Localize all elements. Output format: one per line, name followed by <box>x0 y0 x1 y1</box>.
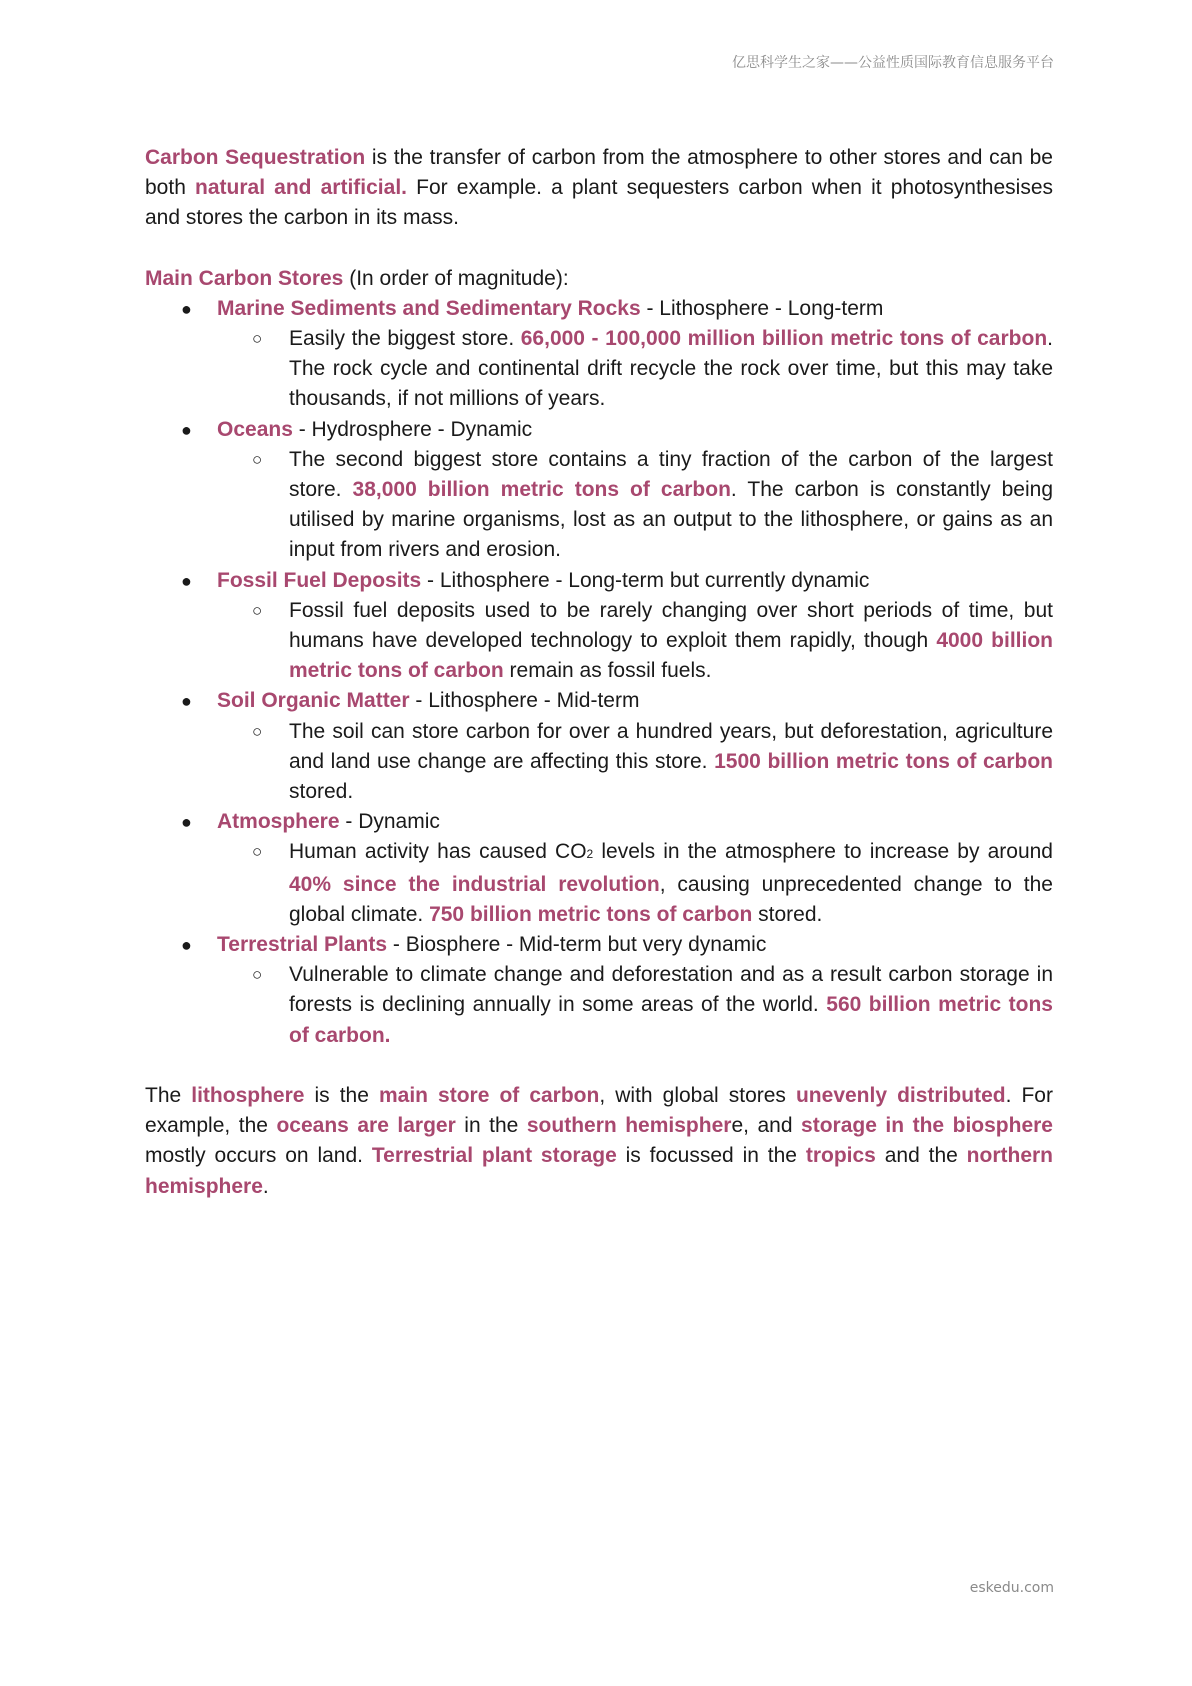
bullet-icon: ● <box>181 419 192 440</box>
bullet-icon: ● <box>181 691 192 712</box>
hollow-bullet-icon: ○ <box>252 842 263 862</box>
list-item: ● Oceans - Hydrosphere - Dynamic ○ The second biggest store contains a tiny fraction of the carbon of the largest store. 38,000 billion metric tons of carbon. The carbon is constantly being utilised by marine organisms, lost as an output to the lithosphere, or gains as an input from rivers and erosion. <box>145 415 1053 566</box>
hollow-bullet-icon: ○ <box>252 329 263 349</box>
list-item: ○ Vulnerable to climate change and deforestation and as a result carbon storage in forests is declining annually in some areas of the world. 560 billion metric tons of carbon. <box>217 960 1053 1051</box>
hollow-bullet-icon: ○ <box>252 449 263 469</box>
list-item: ○ Fossil fuel deposits used to be rarely changing over short periods of time, but humans have developed technology to exploit them rapidly, though 4000 billion metric tons of carbon remain as fossil fuels. <box>217 596 1053 687</box>
list-item: ● Marine Sediments and Sedimentary Rocks - Lithosphere - Long-term ○ Easily the biggest store. 66,000 - 100,000 million billion metric tons of carbon. The rock cycle and continental drift recycle the rock over time, but this may take thousands, if not millions of years. <box>145 294 1053 415</box>
list-item: ● Fossil Fuel Deposits - Lithosphere - Long-term but currently dynamic ○ Fossil fuel deposits used to be rarely changing over short periods of time, but humans have developed technology to exploit them rapidly, though 4000 billion metric tons of carbon remain as fossil fuels. <box>145 566 1053 687</box>
conclusion-paragraph: The lithosphere is the main store of carbon, with global stores unevenly distributed. For example, the oceans are larger in the southern hemisphere, and storage in the biosphere mostly occurs on land. Terrestrial plant storage is focussed in the tropics and the northern hemisphere. <box>145 1083 1053 1198</box>
hollow-bullet-icon: ○ <box>252 600 263 620</box>
list-item: ● Terrestrial Plants - Biosphere - Mid-term but very dynamic ○ Vulnerable to climate change and deforestation and as a result carbon storage in forests is declining annually in some areas of the world. 560 billion metric tons of carbon. <box>145 930 1053 1051</box>
page-header: 亿思科学生之家——公益性质国际教育信息服务平台 <box>732 55 1054 71</box>
stores-heading: Main Carbon Stores (In order of magnitude): <box>145 266 569 290</box>
stores-list <box>145 294 1053 1051</box>
document-body <box>145 143 1053 1202</box>
bullet-icon: ● <box>181 570 192 591</box>
bullet-icon: ● <box>181 298 192 319</box>
list-item: ● Atmosphere - Dynamic ○ Human activity has caused CO2 levels in the atmosphere to increase by around 40% since the industrial revolution, causing unprecedented change to the global climate. 750 billion metric tons of carbon stored. <box>145 807 1053 930</box>
list-item: ○ The second biggest store contains a tiny fraction of the carbon of the largest store. 38,000 billion metric tons of carbon. The carbon is constantly being utilised by marine organisms, lost as an output to the lithosphere, or gains as an input from rivers and erosion. <box>217 445 1053 566</box>
list-item: ○ Human activity has caused CO2 levels in the atmosphere to increase by around 40% since the industrial revolution, causing unprecedented change to the global climate. 750 billion metric tons of carbon stored. <box>217 837 1053 930</box>
list-item: ○ The soil can store carbon for over a hundred years, but deforestation, agriculture and land use change are affecting this store. 1500 billion metric tons of carbon stored. <box>217 717 1053 808</box>
bullet-icon: ● <box>181 935 192 956</box>
page-footer: eskedu.com <box>969 1580 1054 1596</box>
hollow-bullet-icon: ○ <box>252 721 263 741</box>
list-item: ○ Easily the biggest store. 66,000 - 100,000 million billion metric tons of carbon. The rock cycle and continental drift recycle the rock over time, but this may take thousands, if not millions of years. <box>217 324 1053 415</box>
list-item: ● Soil Organic Matter - Lithosphere - Mid-term ○ The soil can store carbon for over a hundred years, but deforestation, agriculture and land use change are affecting this store. 1500 billion metric tons of carbon stored. <box>145 686 1053 807</box>
bullet-icon: ● <box>181 812 192 833</box>
term-carbon-sequestration: Carbon Sequestration <box>145 146 366 169</box>
hollow-bullet-icon: ○ <box>252 965 263 985</box>
intro-paragraph: Carbon Sequestration is the transfer of carbon from the atmosphere to other stores and can be both natural and artificial. For example. a plant sequesters carbon when it photosynthesises and stores the carbon in its mass. <box>145 146 1054 230</box>
